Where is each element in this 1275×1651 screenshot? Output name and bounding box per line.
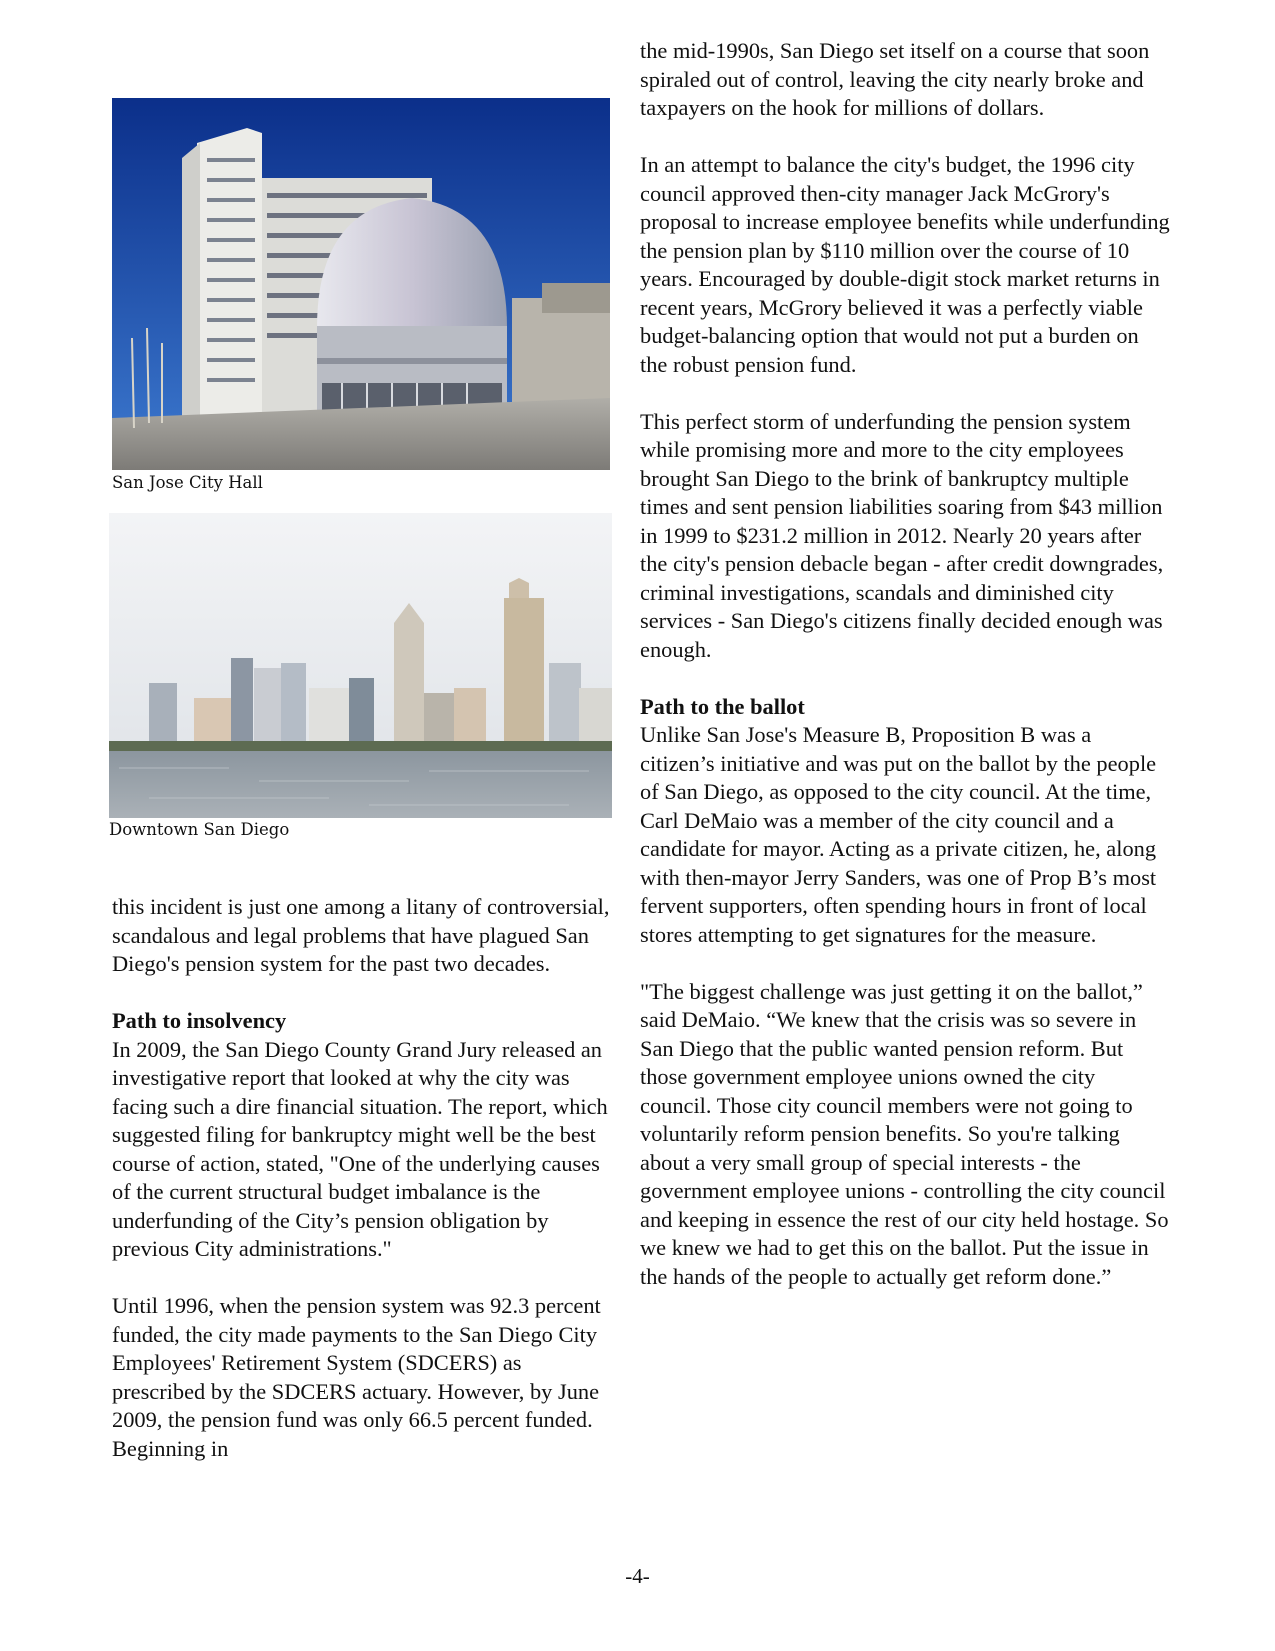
page-number: -4- — [625, 1564, 650, 1588]
paragraph: the mid-1990s, San Diego set itself on a course that soon spiraled out of control, leaving the city nearly broke and taxpayers on the hook for millions of dollars. — [640, 38, 1150, 120]
paragraph: In an attempt to balance the city's budget, the 1996 city council approved then-city manager Jack McGrory's proposal to increase employee benefits while underfunding the pension plan by $110 million over the course of 10 years. Encouraged by double-digit stock market returns in recent years, McGrory believed it was a perfectly viable budget-balancing option that would not put a burden on the robust pension fund. — [640, 152, 1170, 377]
city-hall-illustration — [112, 98, 610, 470]
paragraph: "The biggest challenge was just getting it on the ballot,” said DeMaio. “We knew that the crisis was so severe in San Diego that the public wanted pension reform. But those government employee unions owned the city council. Those city council members were not going to voluntarily reform pension benefits. So you're talking about a very small group of special interests - the government employee unions - controlling the city council and keeping in essence the rest of our city held hostage. So we knew we had to get this on the ballot. Put the issue in the hands of the people to actually get reform done.” — [640, 978, 1169, 1289]
paragraph: This perfect storm of underfunding the pension system while promising more and more to the city employees brought San Diego to the brink of bankruptcy multiple times and sent pension liabilities soaring from $43 million in 1999 to $231.2 million in 2012. Nearly 20 years after the city's pension debacle began - after credit downgrades, criminal investigations, scandals and diminished city services - San Diego's citizens finally decided enough was enough. — [640, 408, 1164, 662]
figure-caption-2: Downtown San Diego — [109, 820, 290, 839]
paragraph: this incident is just one among a litany of controversial, scandalous and legal problems that have plagued San Diego's pension system for the past two decades. — [112, 894, 610, 976]
paragraph: In 2009, the San Diego County Grand Jury released an investigative report that looked at why the city was facing such a dire financial situation. The report, which suggested filing for bankruptcy might well be the best course of action, stated, "One of the underlying causes of the current structural budget imbalance is the underfunding of the City’s pension obligation by previous City administrations." — [112, 1036, 608, 1261]
skyline-illustration — [109, 513, 612, 818]
left-column — [112, 893, 612, 1463]
paragraph: Unlike San Jose's Measure B, Proposition B was a citizen’s initiative and was put on the ballot by the people of San Diego, as opposed to the city council. At the time, Carl DeMaio was a member of the city council and a candidate for mayor. Acting as a private citizen, he, along with then-mayor Jerry Sanders, was one of Prop B’s most fervent supporters, often spending hours in front of local stores attempting to get signatures for the measure. — [640, 722, 1157, 947]
san-jose-city-hall-photo — [112, 98, 610, 470]
paragraph: Until 1996, when the pension system was 92.3 percent funded, the city made payments to the San Diego City Employees' Retirement System (SDCERS) as prescribed by the SDCERS actuary. However, by June 2009, the pension fund was only 66.5 percent funded. Beginning in — [112, 1293, 601, 1461]
figure-caption-1: San Jose City Hall — [112, 473, 263, 492]
right-column — [640, 37, 1170, 1291]
downtown-san-diego-photo — [109, 513, 612, 818]
section-heading-path-to-insolvency: Path to insolvency — [112, 1008, 287, 1033]
section-heading-path-to-the-ballot: Path to the ballot — [640, 693, 805, 719]
